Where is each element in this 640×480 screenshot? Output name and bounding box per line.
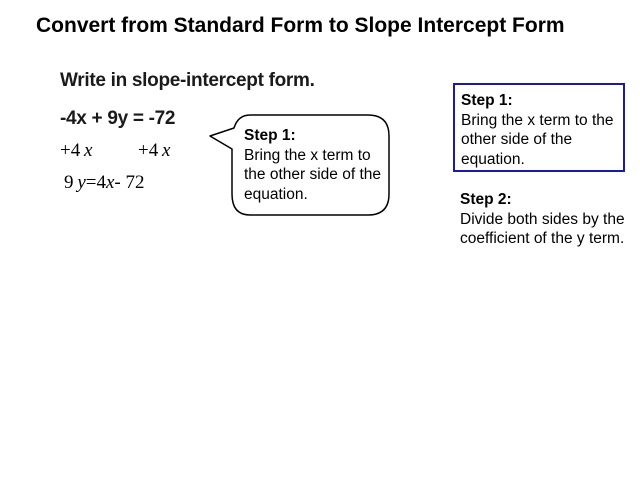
lhs-var: y bbox=[77, 172, 86, 193]
standard-form-equation: -4x + 9y = -72 bbox=[60, 108, 176, 129]
step-1-heading: Step 1: bbox=[461, 92, 513, 109]
step-1-highlight-box bbox=[453, 83, 625, 172]
speech-bubble-callout bbox=[208, 114, 390, 216]
step-2-body: Divide both sides by the coefficient of the y term. bbox=[460, 210, 625, 247]
added-term-right bbox=[138, 140, 170, 162]
rhs-constant: - 72 bbox=[114, 172, 145, 193]
callout-body: Bring the x term to the other side of the equation. bbox=[244, 146, 382, 203]
rhs-coef: 4 bbox=[96, 172, 106, 193]
step-2-heading: Step 2: bbox=[460, 191, 512, 208]
added-term-right-var: x bbox=[162, 140, 171, 161]
added-term-left-var: x bbox=[84, 140, 93, 161]
added-term-right-coef: +4 bbox=[138, 140, 159, 161]
added-term-left-coef: +4 bbox=[60, 140, 81, 161]
step-1-body: Bring the x term to the other side of the equation. bbox=[461, 111, 614, 168]
problem-instruction: Write in slope-intercept form. bbox=[60, 70, 315, 91]
step-2 bbox=[460, 190, 625, 249]
page-title: Convert from Standard Form to Slope Intercept Form bbox=[36, 14, 565, 37]
lhs-coef: 9 bbox=[64, 172, 74, 193]
rhs-var: x bbox=[105, 172, 115, 193]
added-term-left bbox=[60, 140, 92, 162]
rearranged-equation bbox=[64, 172, 144, 194]
equals-sign: = bbox=[85, 172, 97, 193]
callout-heading: Step 1: bbox=[244, 127, 296, 144]
